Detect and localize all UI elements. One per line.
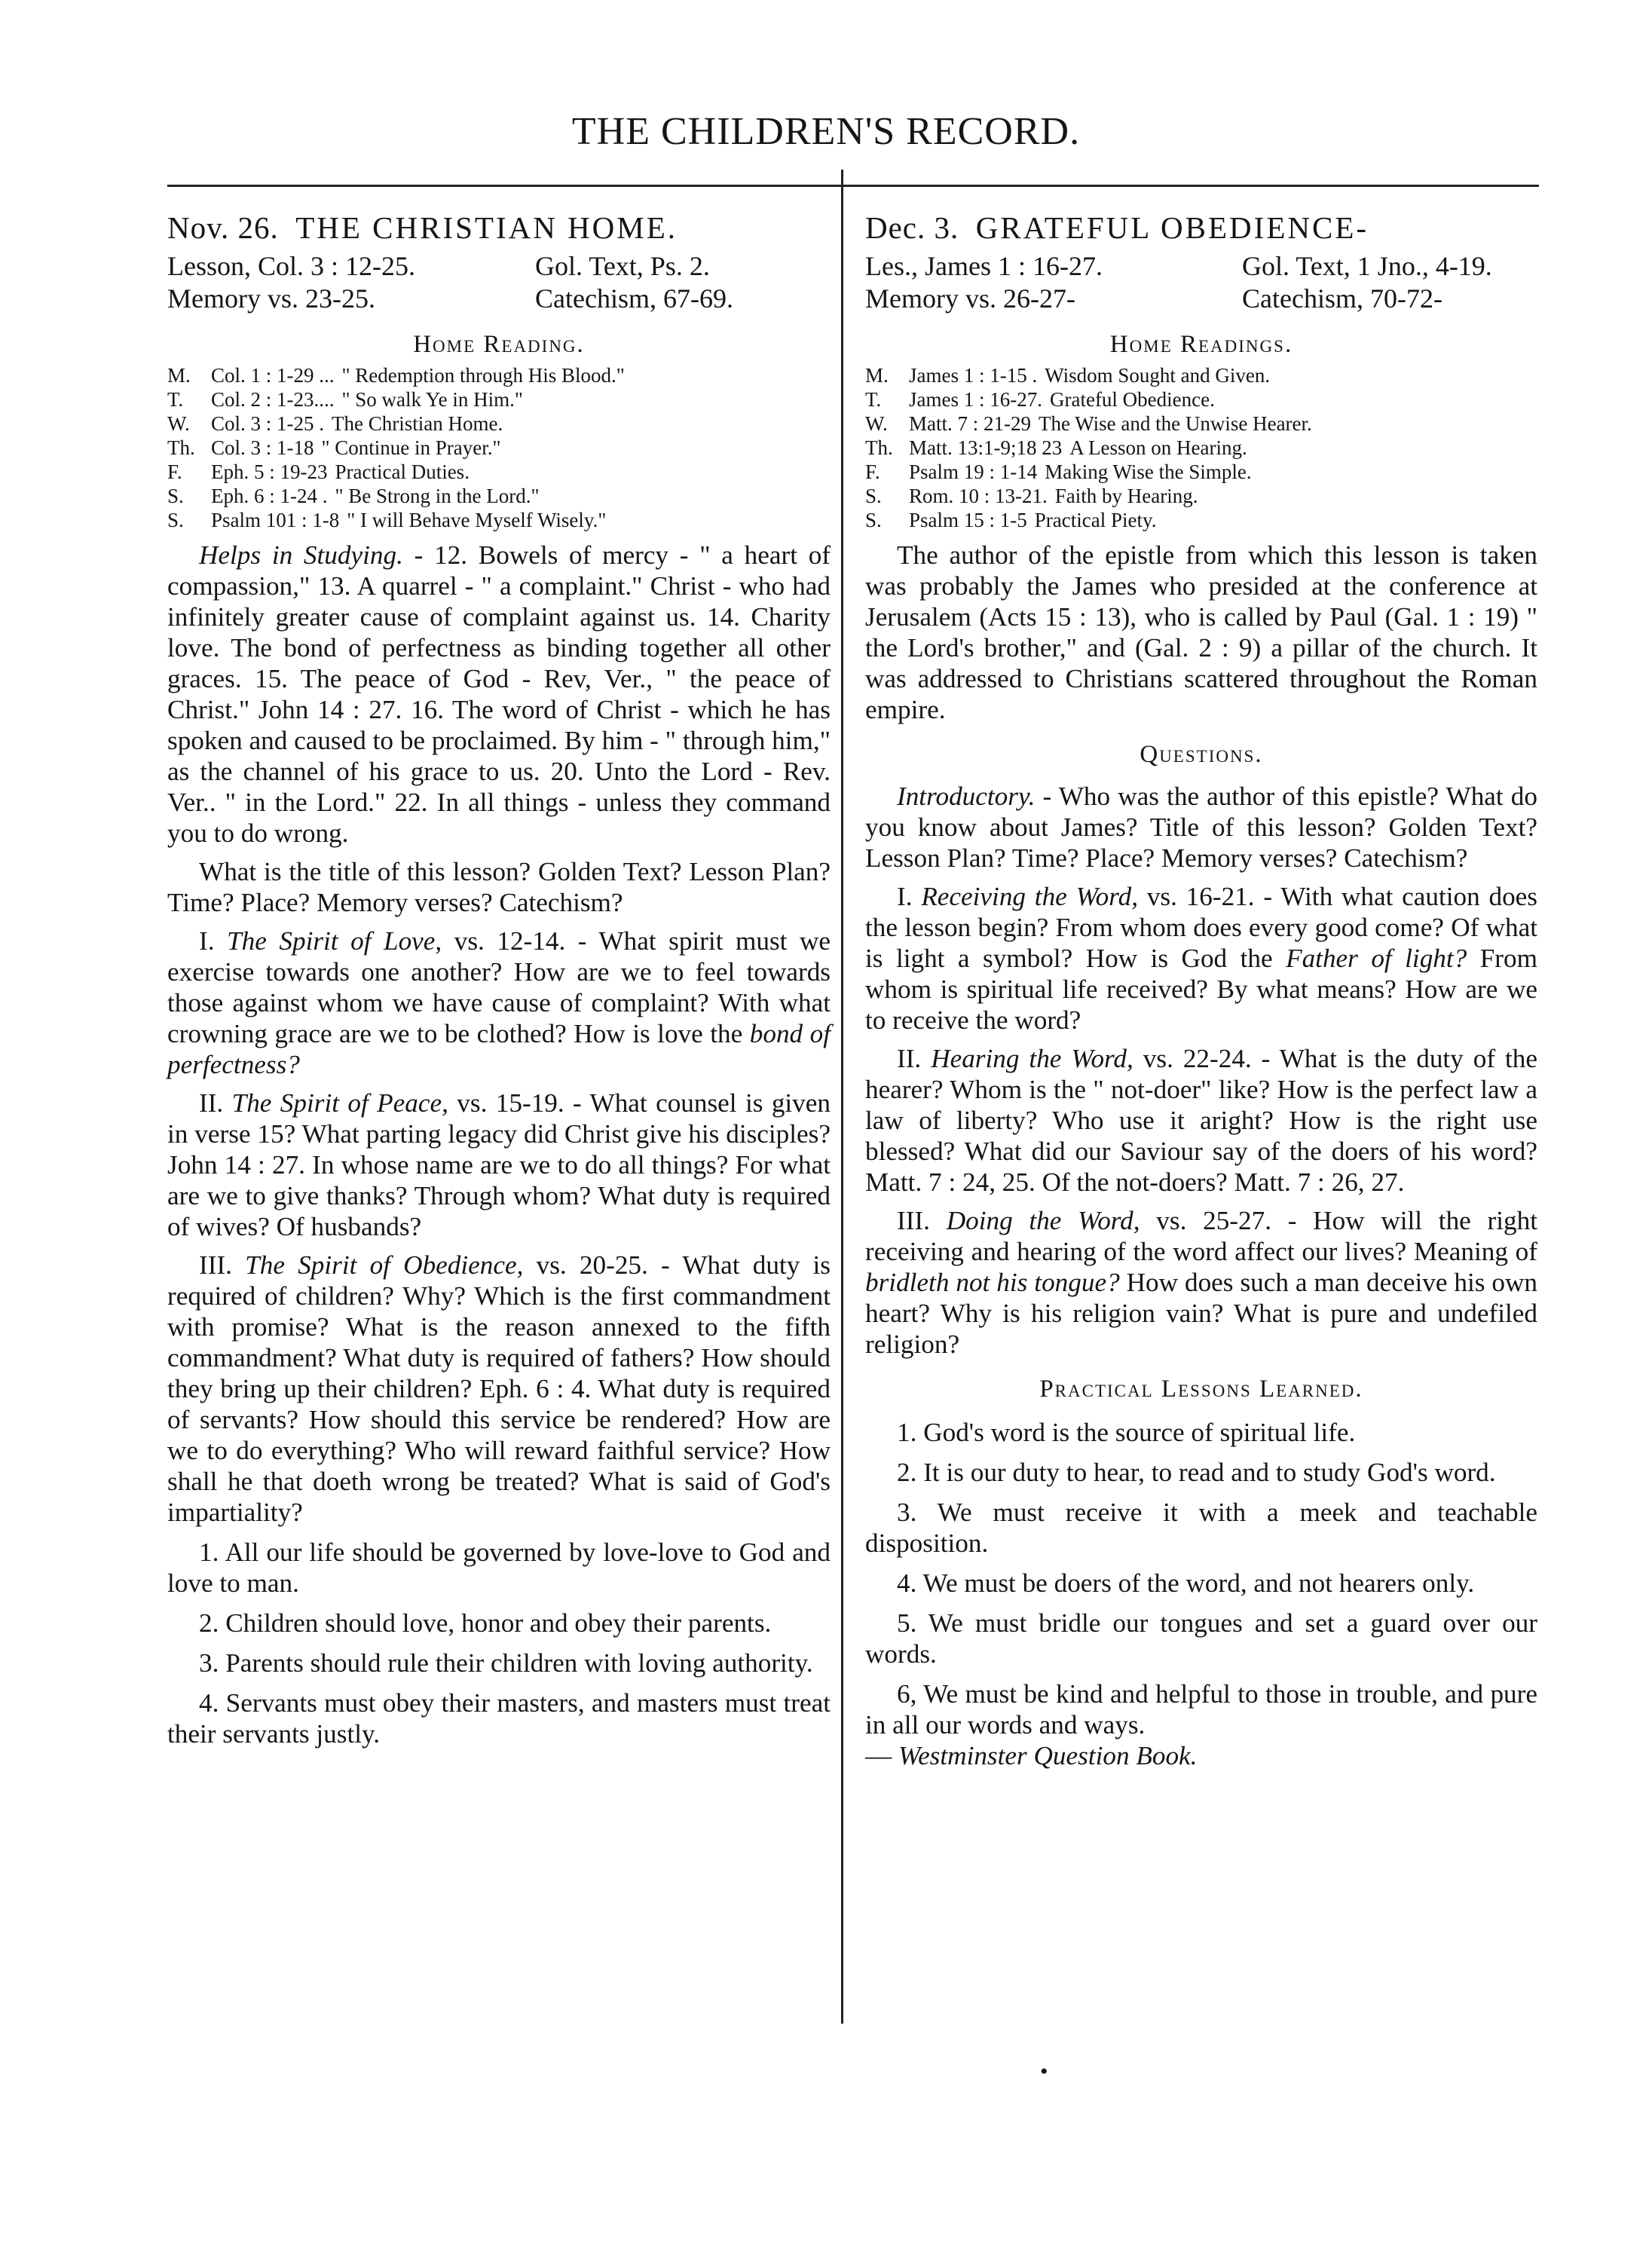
- reading-topic: " I will Behave Myself Wisely.": [347, 509, 607, 531]
- lesson-item: 1. God's word is the source of spiritual life.: [897, 1418, 1356, 1447]
- memory-verses: Memory vs. 26-27-: [865, 283, 1075, 314]
- reading-topic: Faith by Hearing.: [1054, 485, 1198, 507]
- reading-row: [167, 363, 831, 387]
- reading-day: S.: [865, 485, 882, 507]
- reading-day: M.: [865, 364, 889, 387]
- lesson-item: 1. All our life should be governed by love-love to God and love to man.: [167, 1538, 831, 1598]
- intro-questions: What is the title of this lesson? Golden Text? Lesson Plan? Time? Place? Memory verses? Catechism?: [167, 857, 831, 917]
- section-text-italic: bond of perfectness?: [167, 1019, 831, 1079]
- print-mark: •: [1040, 2059, 1048, 2084]
- lessons-title: Practical Lessons Learned.: [1039, 1375, 1363, 1403]
- section-paragraph: [865, 1043, 1537, 1198]
- intro-questions: [865, 781, 1537, 874]
- lesson-meta-row: [865, 283, 1537, 315]
- reading-topic: The Christian Home.: [332, 412, 503, 435]
- home-reading-title: Home Reading.: [413, 331, 585, 358]
- reading-reference: Psalm 19 : 1-14: [909, 461, 1038, 483]
- catechism: Catechism, 67-69.: [535, 283, 733, 314]
- section-text: vs. 25-27. - How will the right receiving and hearing of the word affect our lives? Meaning of: [865, 1206, 1537, 1266]
- reading-topic: A Lesson on Hearing.: [1069, 436, 1247, 459]
- lesson-title: THE CHRISTIAN HOME.: [295, 210, 678, 245]
- section-title: The Spirit of Obedience,: [245, 1250, 524, 1280]
- reading-row: [167, 387, 831, 412]
- page-title: THE CHILDREN'S RECORD.: [571, 110, 1081, 153]
- section-label: III.: [199, 1250, 246, 1280]
- reading-row: [167, 460, 831, 484]
- section-paragraph: [865, 1205, 1537, 1360]
- section-paragraph: [865, 881, 1537, 1036]
- section-text-end: From whom is spiritual life received? By what means? How are we to receive the word?: [865, 944, 1537, 1035]
- reading-row: [167, 412, 831, 436]
- reading-topic: Practical Piety.: [1034, 509, 1157, 531]
- golden-text: Gol. Text, 1 Jno., 4-19.: [1242, 251, 1492, 281]
- section-text: vs. 22-24. - What is the duty of the hearer? Whom is the " not-doer" like? How is the perfect law a law of liberty? Who use it aright? How is the right use blessed? What did our Saviour say of the doers of his word? Matt. 7 : 24, 25. Of the not-doers? Matt. 7 : 26, 27.: [865, 1044, 1537, 1197]
- reading-row: [865, 436, 1537, 460]
- reading-reference: Col. 2 : 1-23....: [211, 388, 335, 411]
- section-paragraph: [167, 1250, 831, 1528]
- reading-day: T.: [167, 388, 184, 411]
- reading-day: Th.: [167, 436, 195, 459]
- reading-day: W.: [865, 412, 888, 435]
- reading-reference: Col. 3 : 1-25 .: [211, 412, 325, 435]
- section-label: I.: [199, 926, 228, 956]
- reading-reference: Col. 3 : 1-18: [211, 436, 314, 459]
- home-readings-list: [167, 363, 831, 532]
- section-paragraph: [167, 926, 831, 1080]
- source-citation: [865, 1740, 1537, 1771]
- reading-row: [865, 363, 1537, 387]
- section-title: Hearing the Word,: [931, 1044, 1133, 1073]
- right-column: [865, 205, 1537, 1771]
- intro-label: Introductory.: [897, 782, 1036, 811]
- reading-day: S.: [167, 485, 184, 507]
- reading-day: S.: [167, 509, 184, 531]
- section-text-italic: Father of light?: [1286, 944, 1467, 973]
- lessons-list: [865, 1417, 1537, 1740]
- lesson-date: Nov. 26.: [167, 210, 279, 245]
- reading-topic: Grateful Obedience.: [1049, 388, 1215, 411]
- helps-label: Helps in Studying.: [199, 540, 403, 570]
- memory-verses: Memory vs. 23-25.: [167, 283, 375, 314]
- reading-day: S.: [865, 509, 882, 531]
- lesson-item: 3. We must receive it with a meek and teachable disposition.: [865, 1498, 1537, 1558]
- lesson-reference: Les., James 1 : 16-27.: [865, 251, 1103, 281]
- reading-topic: " Be Strong in the Lord.": [335, 485, 540, 507]
- reading-topic: " Redemption through His Blood.": [341, 364, 625, 387]
- lesson-item: 2. It is our duty to hear, to read and to study God's word.: [897, 1458, 1496, 1487]
- section-paragraph: [167, 1088, 831, 1242]
- helps-text: - 12. Bowels of mercy - " a heart of compassion," 13. A quarrel - " a complaint." Christ - who had infinitely greater cause of complaint against us. 14. Charity love. The bond of perfectness as binding together all other graces. 15. The peace of God - Rev, Ver., " the peace of Christ." John 14 : 27. 16. The word of Christ - which he has spoken and caused to be proclaimed. By him - " through him," as the channel of his grace to us. 20. Unto the Lord - Rev. Ver.. " in the Lord." 22. In all things - unless they command you to do wrong.: [167, 540, 831, 848]
- reading-reference: Matt. 7 : 21-29: [909, 412, 1031, 435]
- section-label: III.: [897, 1206, 947, 1235]
- lesson-item: 4. We must be doers of the word, and not hearers only.: [897, 1568, 1475, 1598]
- golden-text: Gol. Text, Ps. 2.: [535, 251, 710, 281]
- reading-reference: Col. 1 : 1-29 ...: [211, 364, 335, 387]
- section-text: vs. 12-14. - What spirit must we exercise towards one another? How are we to feel towards those against whom we have cause of complaint? With what crowning grace are we to be clothed? How is love the: [167, 926, 831, 1048]
- intro-questions-text: - Who was the author of this epistle? What do you know about James? Title of this lesson? Golden Text? Lesson Plan? Time? Place? Memory verses? Catechism?: [865, 782, 1537, 873]
- reading-day: M.: [167, 364, 191, 387]
- section-text: vs. 16-21. - With what caution does the lesson begin? From whom does every good come? Of what is light a symbol? How is God the: [865, 882, 1537, 973]
- reading-reference: James 1 : 16-27.: [909, 388, 1042, 411]
- home-readings-list: [865, 363, 1537, 532]
- catechism: Catechism, 70-72-: [1242, 283, 1442, 314]
- lesson-item: 2. Children should love, honor and obey their parents.: [199, 1608, 772, 1638]
- reading-row: [865, 484, 1537, 508]
- intro-paragraph: The author of the epistle from which this lesson is taken was probably the James who presided at the conference at Jerusalem (Acts 15 : 13), who is called by Paul (Gal. 1 : 19) " the Lord's brother," and (Gal. 2 : 9) a pillar of the church. It was addressed to Christians scattered throughout the Roman empire.: [865, 540, 1537, 724]
- reading-row: [865, 508, 1537, 532]
- reading-row: [167, 436, 831, 460]
- section-label: II.: [897, 1044, 932, 1073]
- questions-title: Questions.: [1140, 741, 1263, 768]
- reading-row: [167, 508, 831, 532]
- column-divider: [841, 170, 843, 2024]
- lesson-meta-row: [167, 283, 831, 315]
- section-title: Doing the Word,: [946, 1206, 1140, 1235]
- lesson-date: Dec. 3.: [865, 210, 959, 245]
- section-label: II.: [199, 1088, 232, 1118]
- lesson-item: 4. Servants must obey their masters, and masters must treat their servants justly.: [167, 1688, 831, 1749]
- reading-topic: Practical Duties.: [335, 461, 470, 483]
- lesson-meta-row: [167, 250, 831, 283]
- reading-reference: Eph. 5 : 19-23: [211, 461, 328, 483]
- reading-reference: Psalm 101 : 1-8: [211, 509, 340, 531]
- reading-day: F.: [167, 461, 182, 483]
- reading-day: W.: [167, 412, 190, 435]
- lesson-item: 3. Parents should rule their children with loving authority.: [199, 1648, 813, 1678]
- reading-reference: Psalm 15 : 1-5: [909, 509, 1027, 531]
- reading-topic: " Continue in Prayer.": [321, 436, 501, 459]
- reading-row: [865, 412, 1537, 436]
- section-text-end: How does such a man deceive his own heart? Why is his religion vain? What is pure and undefiled religion?: [865, 1268, 1537, 1359]
- section-title: Receiving the Word,: [921, 882, 1139, 911]
- reading-topic: Wisdom Sought and Given.: [1045, 364, 1271, 387]
- lesson-heading: [167, 205, 831, 250]
- lesson-item: 5. We must bridle our tongues and set a guard over our words.: [865, 1608, 1537, 1669]
- lesson-item: 6, We must be kind and helpful to those in trouble, and pure in all our words and ways.: [865, 1679, 1537, 1740]
- reading-row: [167, 484, 831, 508]
- reading-reference: James 1 : 1-15 .: [909, 364, 1038, 387]
- reading-reference: Rom. 10 : 13-21.: [909, 485, 1048, 507]
- section-label: I.: [897, 882, 922, 911]
- reading-day: Th.: [865, 436, 893, 459]
- home-reading-title: Home Readings.: [1109, 331, 1293, 358]
- title-rule: [167, 185, 1539, 187]
- lesson-meta-row: [865, 250, 1537, 283]
- reading-topic: The Wise and the Unwise Hearer.: [1039, 412, 1312, 435]
- lessons-list: [167, 1537, 831, 1749]
- left-column: [167, 205, 831, 1749]
- section-text-italic: bridleth not his tongue?: [865, 1268, 1120, 1297]
- section-text: vs. 20-25. - What duty is required of children? Why? Which is the first commandment with promise? What is the reason annexed to the fifth commandment? What duty is required of fathers? How should they bring up their children? Eph. 6 : 4. What duty is required of servants? How should this service be rendered? How are we to do everything? Who will reward faithful service? How shall he that doeth wrong be treated? What is said of God's impartiality?: [167, 1250, 831, 1527]
- reading-reference: Matt. 13:1-9;18 23: [909, 436, 1063, 459]
- reading-row: [865, 387, 1537, 412]
- source-title: Westminster Question Book.: [898, 1741, 1198, 1770]
- reading-topic: " So walk Ye in Him.": [341, 388, 523, 411]
- reading-reference: Eph. 6 : 1-24 .: [211, 485, 328, 507]
- source-dash: —: [865, 1741, 898, 1770]
- reading-day: T.: [865, 388, 882, 411]
- reading-topic: Making Wise the Simple.: [1045, 461, 1252, 483]
- section-text: vs. 15-19. - What counsel is given in verse 15? What parting legacy did Christ give his disciples? John 14 : 27. In whose name are we to do all things? For what are we to give thanks? Through whom? What duty is required of wives? Of husbands?: [167, 1088, 831, 1241]
- section-title: The Spirit of Love,: [227, 926, 442, 956]
- lesson-title: GRATEFUL OBEDIENCE-: [975, 210, 1369, 245]
- lesson-reference: Lesson, Col. 3 : 12-25.: [167, 251, 415, 281]
- helps-paragraph: [167, 540, 831, 849]
- reading-row: [865, 460, 1537, 484]
- lesson-heading: [865, 205, 1537, 250]
- section-title: The Spirit of Peace,: [231, 1088, 448, 1118]
- reading-day: F.: [865, 461, 880, 483]
